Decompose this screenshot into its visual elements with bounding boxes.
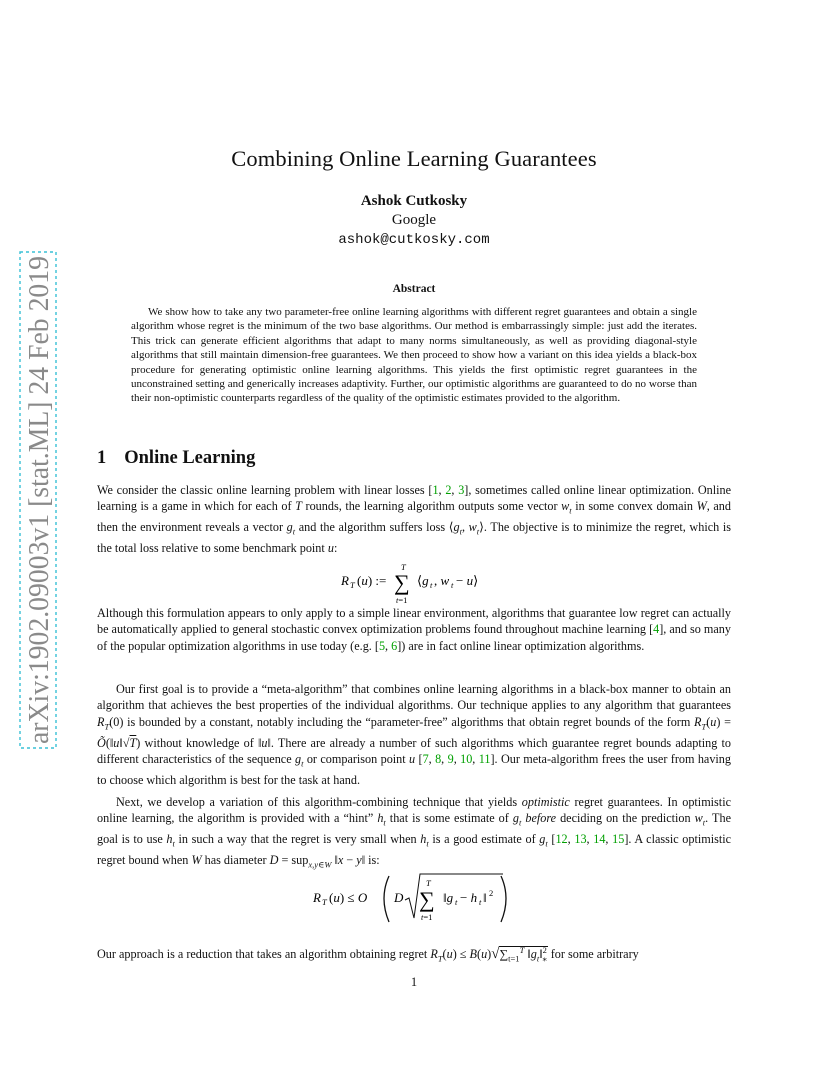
svg-text:− u⟩: − u⟩: [456, 573, 479, 588]
svg-text:, w: , w: [434, 573, 450, 588]
arxiv-watermark-text: arXiv:1902.09003v1 [stat.ML] 24 Feb 2019: [23, 250, 55, 744]
citation-link[interactable]: 2: [445, 483, 452, 497]
section-heading: [97, 448, 255, 469]
citation-link[interactable]: 15: [612, 832, 625, 847]
author-affiliation: Google: [391, 212, 437, 228]
svg-text:‖: ‖: [483, 890, 487, 905]
section-title: Online Learning: [124, 448, 256, 468]
svg-text:t=1: t=1: [421, 912, 433, 922]
citation-link[interactable]: 10: [460, 752, 473, 767]
author-email[interactable]: ashok@cutkosky.com: [338, 232, 490, 248]
citation-link[interactable]: 12: [555, 832, 568, 847]
svg-text:t: t: [455, 897, 458, 907]
svg-text:(u) ≤ O: (u) ≤ O: [329, 890, 368, 905]
abstract-heading: Abstract: [392, 283, 436, 295]
citation-link[interactable]: 6: [391, 638, 398, 653]
paragraph-motivation: Although this formulation appears to only apply to a simple linear environment, algorithms that guarantee low regret can actually be automatically applied to general stochastic convex optimization problems found throughout machine learning [4], and so many of the popular optimization algorithms in use today (e.g. [5, 6]) are in fact online linear optimization algorithms.: [97, 606, 731, 653]
svg-text:T: T: [322, 897, 327, 907]
citation-link[interactable]: 8: [435, 752, 442, 767]
citation-link[interactable]: 1: [432, 483, 439, 497]
svg-text:− h: − h: [460, 890, 478, 905]
svg-text:∑: ∑: [419, 887, 435, 912]
citation-link[interactable]: 9: [447, 752, 454, 767]
svg-text:T: T: [426, 878, 431, 888]
equation-regret: [341, 560, 491, 610]
svg-text:t: t: [451, 580, 454, 590]
svg-text:t=1: t=1: [396, 595, 408, 605]
abstract-text: We show how to take any two parameter-free online learning algorithms with different regret guarantees and obtain a single algorithm whose regret is the minimum of the two base algorithms. Our method is embarrassingly simple: just add the iterates. This trick can generate efficient algorithms that adapt to many norms simultaneously, as well as providing diagonal-style algorithms that still maintain dimension-free guarantees. We then proceed to show how a variant on this idea yields a black-box procedure for generating optimistic online learning algorithms. This yields the first optimistic regret guarantees in the unconstrained setting and generically increases adaptivity. Further, our optimistic algorithms are guaranteed to do no worse than their non-optimistic counterparts regardless of the quality of the optimistic estimates provided to the algorithm.: [131, 306, 697, 405]
citation-link[interactable]: 3: [458, 483, 465, 497]
svg-text:2: 2: [489, 888, 494, 898]
page-number: 1: [410, 975, 418, 989]
svg-text:T: T: [401, 562, 406, 572]
citation-link[interactable]: 11: [478, 752, 491, 767]
svg-text:(u) :=: (u) :=: [357, 573, 387, 588]
svg-text:t: t: [430, 580, 433, 590]
svg-text:t: t: [479, 897, 482, 907]
section-number: 1: [97, 448, 107, 468]
paper-title: Combining Online Learning Guarantees: [231, 146, 597, 171]
citation-link[interactable]: 4: [653, 622, 660, 637]
paragraph-approach: Our approach is a reduction that takes an algorithm obtaining regret $R_T(u) \le B(u)√\sum_{t=1}^T$ $‖g_t‖^2_∗$ for some arbitrary: [97, 945, 639, 964]
arxiv-watermark: [18, 250, 58, 750]
equation-optimistic-bound: [313, 870, 513, 926]
citation-link[interactable]: 7: [422, 752, 429, 767]
paragraph-first-goal: Our first goal is to provide a “meta-algorithm” that combines online learning algorithms in a black-box manner to obtain an algorithm that achieves the best properties of the individual algorithms. Our technique applies to any algorithm that guarantees $R_T(0)$ is bounded by a constant, notably including the “parameter-free” algorithms that obtain regret bounds of the form $R_T(u)$ = Õ(‖u‖√T) without knowledge of ‖u‖. There are already a number of such algorithms which guarantee regret bounds adapting to different characteristics of the sequence $g_t$ or comparison point u [7, 8, 9, 10, 11]. Our meta-algorithm frees the user from having to choose which algorithm is best for the task at hand.: [97, 682, 731, 787]
citation-link[interactable]: 14: [593, 832, 606, 847]
svg-text:D: D: [394, 890, 404, 905]
svg-text:R: R: [313, 890, 321, 905]
svg-text:∑: ∑: [394, 570, 410, 595]
author-name: Ashok Cutkosky: [360, 193, 468, 209]
paragraph-intro: We consider the classic online learning problem with linear losses [1, 2, 3], sometimes called online linear optimization. Online learning is a game in which for each of T rounds, the learning algorithm outputs some vector $w_t$ in some convex domain W, and then the environment reveals a vector $g_t$ and the algorithm suffers loss $⟨g_t$, $w_t⟩$. The objective is to minimize the regret, which is the total loss relative to some benchmark point u:: [97, 483, 732, 556]
svg-text:T: T: [350, 580, 355, 590]
citation-link[interactable]: 5: [378, 638, 386, 653]
svg-text:‖g: ‖g: [443, 890, 454, 905]
svg-text:⟨g: ⟨g: [417, 573, 429, 588]
citation-link[interactable]: 13: [574, 832, 587, 847]
svg-text:R: R: [341, 573, 349, 588]
paragraph-optimistic: Next, we develop a variation of this algorithm-combining technique that yields optimistic regret guarantees. In optimistic online learning, the algorithm is provided with a “hint” $h_t$ that is some estimate of $g_t$ before deciding on the prediction $w_t$. The goal is to use $h_t$ in such a way that the regret is very small when $h_t$ is a good estimate of $g_t$ [12, 13, 14, 15]. A classic optimistic regret bound when W has diameter D = sup$_{x,y\in W}$ ‖x − y‖ is:: [97, 795, 732, 870]
